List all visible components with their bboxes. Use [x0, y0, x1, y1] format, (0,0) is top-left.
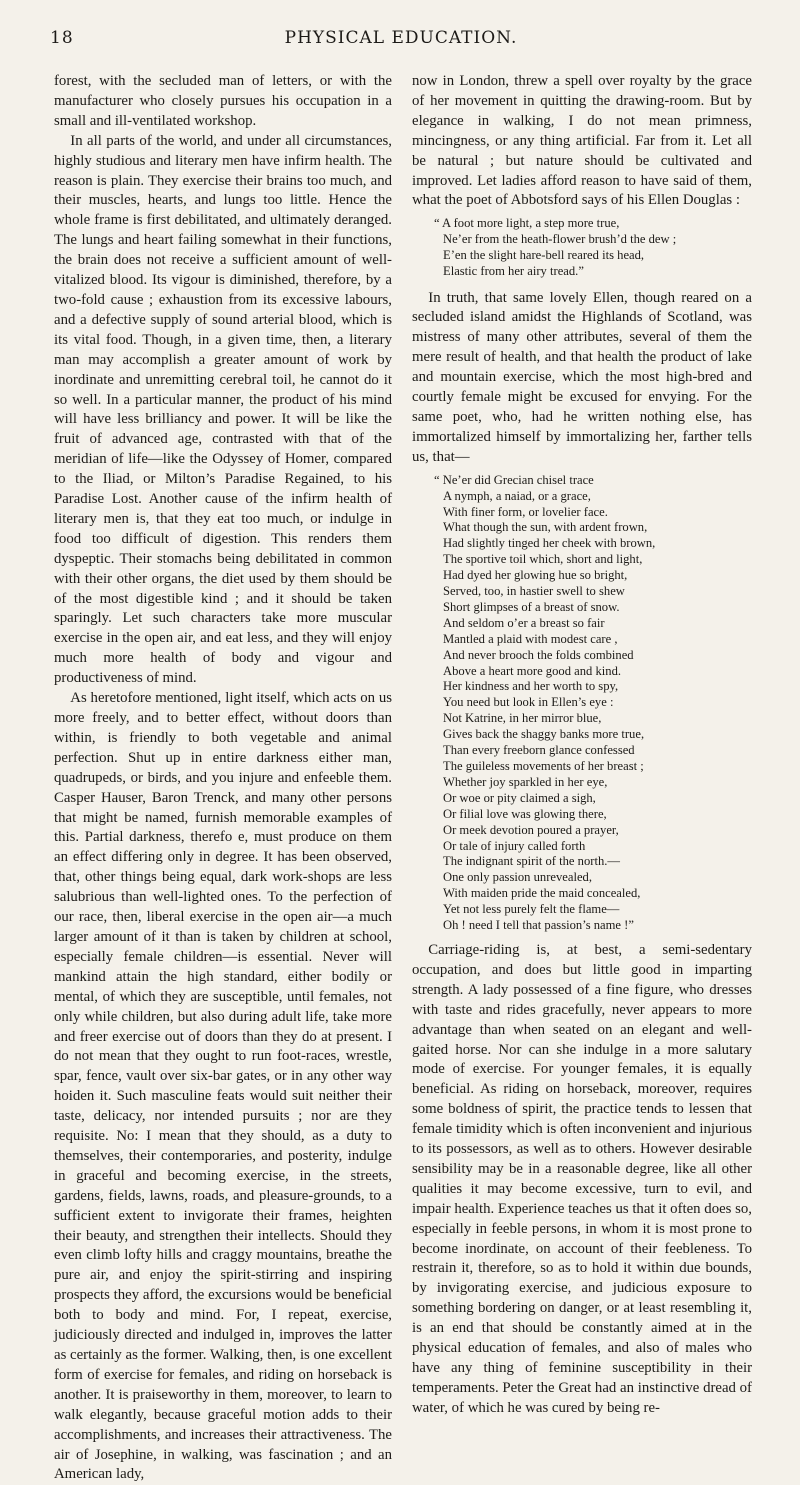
poem-line: With maiden pride the maid concealed, — [443, 886, 641, 901]
poem-line: You need but look in Ellen’s eye : — [443, 695, 614, 710]
poem-line: Gives back the shaggy banks more true, — [443, 727, 645, 742]
poem-line: Or filial love was glowing there, — [443, 806, 607, 821]
poem-line: With finer form, or lovelier face. — [443, 504, 608, 519]
paragraph-literary-men: In all parts of the world, and under all circumstances, highly studious and literary men have infirm health. The reason is plain. They exercise their brains too much, and their muscles, hearts, and lungs too little. Hence the whole frame is first debilitated, and ultimately deranged. The lungs and heart failing somewhat in their functions, the brain does not receive a sufficient amount of well-vitalized blood. Its vigour is diminished, therefore, by a two-fold cause ; exhaustion from its excessive labours, and a defective supply of sound arterial blood, which is its vital food. Though, in a given time, then, a literary man may accomplish a greater amount of work by inordinate and unremitting cerebral toil, he cannot do it so well. In a particular manner, the product of his mind will have less brilliancy and power. It will be like the fruit of advanced age, contrasted with that of the meridian of life—like the Odyssey of Homer, compared to the Iliad, or Milton’s Paradise Regained, to his Paradise Lost. Another cause of the infirm health of literary men is, that they eat too much, or indulge in food too difficult of digestion. This renders them dyspeptic. Their stomachs being debilitated in common with their other organs, the diet used by them should be of the most digestible kind ; and it should be taken sparingly. Let such characters take more muscular exercise in the open air, and eat less, and they will enjoy much more health of body and vigour and productiveness of mind. — [54, 132, 392, 687]
paragraph-light-exercise: As heretofore mentioned, light itself, which acts on us more freely, and to better effect, without doors than within, is friendly to both vegetable and animal perfection. Shut up in entire darkness either man, quadrupeds, or birds, and you injure and enfeeble them. Casper Hauser, Baron Trenck, and many other persons that might be named, furnish memorable examples of this. Partial darkness, therefo e, must produce on them an effect differing only in degree. It has been observed, that, other things being equal, dark work-shops are less salubrious than well-lighted ones. To the perfection of our race, then, liberal exercise in the open air—a much larger amount of it than is taken by children at school, especially female children—is essential. Never will mankind attain the high standard, either bodily or mental, of which they are susceptible, until females, not only while children, but also during adult life, take more and freer exercise out of doors than they do at present. I do not mean that they ought to run foot-races, wrestle, spar, fence, vault over six-bar gates, or in any other way hoiden it. Such masculine feats would suit neither their taste, delicacy, nor intended pursuits ; nor are they requisite. No: I mean that they should, as a duty to themselves, their contemporaries, and posterity, indulge in graceful and becoming exercise, in the streets, gardens, fields, lawns, roads, and pleasure-grounds, to a sufficient extent to invigorate their frames, heighten their beauty, and strengthen their intellects. Should they even climb lofty hills and craggy mountains, breathe the pure air, and enjoy the spirit-stirring and inspiring prospects they afford, the excursions would be beneficial both to body and mind. For, I repeat, exercise, judiciously directed and indulged in, improves the latter as certainly as the former. Walking, then, is one excellent form of exercise for females, and riding on horseback is another. It is praiseworthy in them, moreover, to learn to walk elegantly, because graceful motion adds to their accomplishments, and increases their attractiveness. The air of Josephine, in walking, was fascination ; and an American lady, — [54, 690, 392, 1483]
poem-line: Or tale of injury called forth — [443, 838, 586, 853]
poem-line: Her kindness and her worth to spy, — [443, 679, 619, 694]
poem-line: Had slightly tinged her cheek with brown, — [443, 536, 656, 551]
poem-line: And seldom o’er a breast so fair — [443, 615, 605, 630]
poem-line: And never brooch the folds combined — [443, 647, 634, 662]
poem-line: Or woe or pity claimed a sigh, — [443, 790, 596, 805]
paragraph-continued: forest, with the secluded man of letters, or with the manufacturer who closely pursues his occupation in a small and ill-ventilated workshop. — [54, 73, 392, 129]
poem-line: “ A foot more light, a step more true, — [434, 216, 620, 231]
poem-line: One only passion unrevealed, — [443, 870, 592, 885]
poem-line: Yet not less purely felt the flame— — [443, 902, 620, 917]
poem-line: E’en the slight hare-bell reared its head, — [443, 247, 645, 262]
poem-quote-ellen-grace — [412, 473, 752, 934]
poem-line: Short glimpses of a breast of snow. — [443, 599, 620, 614]
poem-line: Or meek devotion poured a prayer, — [443, 822, 619, 837]
poem-line: The indignant spirit of the north.— — [443, 854, 620, 869]
poem-quote-ellen-step — [412, 216, 752, 279]
poem-line: The guileless movements of her breast ; — [443, 759, 644, 773]
poem-line: Oh ! need I tell that passion’s name !” — [443, 918, 634, 933]
poem-line: Had dyed her glowing hue so bright, — [443, 568, 628, 583]
paragraph-lovely-ellen: In truth, that same lovely Ellen, though reared on a secluded island amidst the Highlands of Scotland, was mistress of many other attributes, several of them the mere result of health, and that health the product of lake and mountain exercise, which the most high-bred and courtly female might be excused for envying. For the same poet, who, had he written nothing else, has immortalized himself by immortalizing her, farther tells us, that— — [412, 289, 752, 465]
poem-line: Whether joy sparkled in her eye, — [443, 774, 608, 789]
poem-line: Served, too, in hastier swell to shew — [443, 584, 625, 599]
poem-line: A nymph, a naiad, or a grace, — [443, 488, 591, 503]
poem-line: Mantled a plaid with modest care , — [443, 631, 618, 646]
paragraph-elegance: now in London, threw a spell over royalty by the grace of her movement in quitting the drawing-room. But by elegance in walking, I do not mean primness, mincingness, or any thing artificial. Far from it. Let all be natural ; but nature should be cultivated and improved. Let ladies afford reason to have said of them, what the poet of Abbotsford says of his Ellen Douglas : — [412, 73, 752, 209]
page-number: 18 — [50, 28, 74, 48]
poem-line: Ne’er from the heath-flower brush’d the dew ; — [443, 232, 677, 247]
poem-line: Than every freeborn glance confessed — [443, 743, 635, 758]
running-title: PHYSICAL EDUCATION. — [284, 28, 518, 48]
poem-line: What though the sun, with ardent frown, — [443, 520, 648, 535]
page-header — [50, 28, 752, 56]
paragraph-carriage-riding: Carriage-riding is, at best, a semi-sedentary occupation, and does but little good in imparting strength. A lady possessed of a fine figure, who dresses with taste and rides gracefully, never appears to more advantage than when seated on an elegant and well-gaited horse. Nor can she indulge in a more salutary mode of exercise. For younger females, it is equally beneficial. As riding on horseback, moreover, requires some boldness of spirit, the practice tends to lessen that female timidity which is often inconvenient and injurious to its possessors, as well as to others. However desirable sensibility may be in a reasonable degree, like all other qualities it may become excessive, turn to evil, and impair health. Experience teaches us that it often does so, especially in feeble persons, in whom it is most prone to become inordinate, on account of their feebleness. To restrain it, therefore, so as to hold it within due bounds, by invigorating exercise, and judicious exposure to something bordering on danger, or at least resembling it, is an end that should be constantly aimed at in the physical education of females, and also of males who have any thing of feminine susceptibility in their temperaments. Peter the Great had an instinctive dread of water, of which he was cured by being re- — [412, 941, 752, 1416]
poem-line: Above a heart more good and kind. — [443, 663, 622, 678]
right-column — [412, 72, 752, 1419]
left-column — [54, 72, 392, 1485]
poem-line: Not Katrine, in her mirror blue, — [443, 711, 602, 726]
poem-line: The sportive toil which, short and light, — [443, 552, 643, 567]
poem-line: “ Ne’er did Grecian chisel trace — [434, 472, 594, 487]
poem-line: Elastic from her airy tread.” — [443, 263, 584, 278]
